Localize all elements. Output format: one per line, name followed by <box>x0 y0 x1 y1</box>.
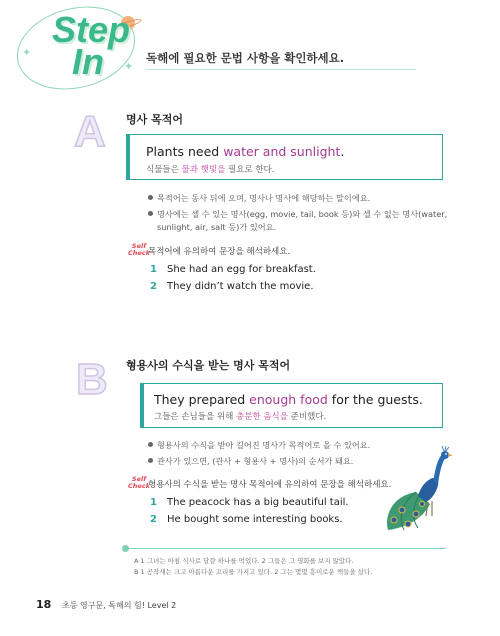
item-number: 1 <box>150 264 157 275</box>
example-highlight: enough food <box>249 392 328 407</box>
item-number: 1 <box>150 497 157 508</box>
section-b-example-english <box>154 392 423 407</box>
example-text: . <box>340 144 345 159</box>
example-translation: 식물들은 <box>146 165 182 175</box>
page-number: 18 <box>36 598 52 611</box>
logo-line-1: Step <box>52 9 131 50</box>
section-b-example-korean <box>154 410 326 422</box>
section-b-letter: B <box>76 355 108 404</box>
bullet-text: 목적어는 동사 뒤에 오며, 명사나 명사에 해당하는 말이에요. <box>157 193 371 203</box>
bullet-text: 형용사의 수식을 받아 길어진 명사가 목적어로 올 수 있어요. <box>157 440 371 450</box>
section-a-bullet <box>148 207 458 221</box>
example-translation-highlight: 충분한 음식을 <box>236 412 288 422</box>
example-translation: 그들은 손님들을 위해 <box>154 412 237 422</box>
section-b-title: 형용사의 수식을 받는 명사 목적어 <box>126 359 291 372</box>
exercise-sentence: He bought some interesting books. <box>167 514 343 525</box>
answer-divider <box>125 548 445 549</box>
exercise-sentence: They didn’t watch the movie. <box>167 281 314 292</box>
exercise-sentence: She had an egg for breakfast. <box>167 264 316 275</box>
self-check-label: Check <box>128 482 150 490</box>
item-number: 2 <box>150 281 157 292</box>
section-b-check-instruction: 형용사의 수식을 받는 명사 목적어에 유의하여 문장을 해석하세요. <box>148 480 392 490</box>
example-text: for the guests. <box>327 392 423 407</box>
answer-key-b: B 1 공작새는 크고 아름다운 꼬리를 가지고 있다. 2 그는 몇몇 흥미로운 책들을 샀다. <box>134 568 373 576</box>
peacock-illustration <box>382 446 458 532</box>
bullet-dot <box>148 195 153 200</box>
section-a-bullet <box>148 191 448 205</box>
bullet-dot <box>148 442 153 447</box>
logo-line-2: In <box>72 41 104 82</box>
header-underline <box>146 69 416 70</box>
self-check-icon <box>128 476 150 490</box>
item-number: 2 <box>150 514 157 525</box>
step-in-logo <box>52 9 142 82</box>
example-translation: 필요로 한다. <box>225 165 275 175</box>
header-caption: 독해에 필요한 문법 사항을 확인하세요. <box>146 51 345 65</box>
self-check-label: Self <box>131 475 147 483</box>
sparkle-icon: ✦ <box>124 60 134 73</box>
bullet-text: 명사에는 셀 수 있는 명사(egg, movie, tail, book 등)와 셀 수 없는 명사(water, <box>157 209 448 219</box>
section-a-letter: A <box>74 107 106 156</box>
section-a-example-box <box>126 134 443 180</box>
section-a-check-instruction: 목적어에 유의하여 문장을 해석하세요. <box>148 247 291 257</box>
example-translation-highlight: 물과 햇빛을 <box>181 165 226 175</box>
section-a-bullet-continued: sunlight, air, salt 등)가 있어요. <box>157 222 277 232</box>
section-a-title: 명사 목적어 <box>126 113 183 126</box>
book-title: 초등 영구문, 독해의 힘! Level 2 <box>62 601 177 610</box>
bullet-dot <box>148 458 153 463</box>
self-check-label: Self <box>131 242 147 250</box>
self-check-icon <box>128 243 150 257</box>
sparkle-icon: ✦ <box>22 46 32 59</box>
answer-key-a: A 1 그녀는 아침 식사로 달걀 하나를 먹었다. 2 그들은 그 영화를 보지 않았다. <box>134 557 354 565</box>
self-check-label: Check <box>128 249 150 257</box>
section-b-example-box <box>140 383 443 428</box>
bullet-dot <box>148 211 153 216</box>
section-a-example-english <box>146 144 344 159</box>
example-text: Plants need <box>146 144 224 159</box>
bullet-text: 관사가 있으면, (관사 + 형용사 + 명사)의 순서가 돼요. <box>157 456 354 466</box>
section-a-example-korean <box>146 163 274 175</box>
exercise-sentence: The peacock has a big beautiful tail. <box>167 497 349 508</box>
example-text: They prepared <box>154 392 250 407</box>
example-highlight: water and sunlight <box>223 144 341 159</box>
example-translation: 준비했다. <box>287 412 327 422</box>
